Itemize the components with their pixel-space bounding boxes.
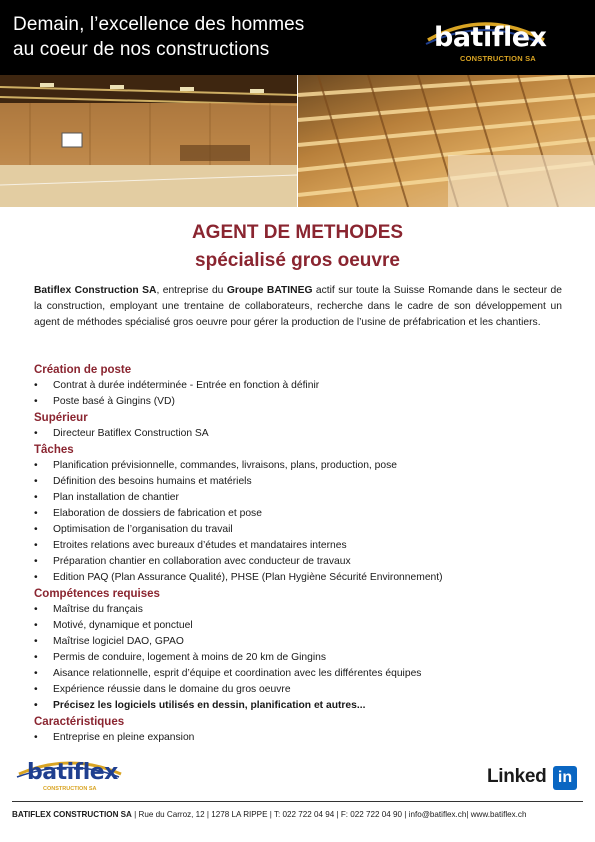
list-item-text: Directeur Batiflex Construction SA	[53, 428, 209, 439]
gymnasium-image-icon	[0, 75, 297, 207]
job-title: AGENT DE METHODES	[191, 222, 404, 243]
list-item	[34, 618, 564, 634]
list-item-text: Maîtrise du français	[53, 604, 143, 615]
section-title: Création de poste	[34, 364, 132, 376]
list-item	[34, 394, 564, 410]
timber-roof-photo	[298, 75, 595, 207]
list-item	[34, 378, 564, 394]
bullet-icon: •	[34, 556, 38, 567]
bullet-icon: •	[34, 620, 38, 631]
list-item-text: Poste basé à Gingins (VD)	[53, 396, 175, 407]
list-item-text: Plan installation de chantier	[53, 492, 179, 503]
list-item	[34, 602, 564, 618]
bullet-icon: •	[34, 492, 38, 503]
job-details	[34, 362, 564, 746]
list-item	[34, 506, 564, 522]
linkedin-wordmark: Linked	[487, 766, 547, 787]
footer-details: | Rue du Carroz, 12 | 1278 LA RIPPE | T: 022 722 04 94 | F: 022 722 04 90 | info@batiflex.ch| www.batiflex.ch	[131, 810, 527, 819]
section-title: Compétences requises	[34, 588, 160, 600]
list-item	[34, 458, 564, 474]
list-item	[34, 538, 564, 554]
list-item	[34, 634, 564, 650]
list-item-text: Planification prévisionnelle, commandes, livraisons, plans, production, pose	[53, 460, 397, 471]
intro-paragraph	[34, 283, 562, 331]
bullet-icon: •	[34, 700, 38, 711]
section-title: Supérieur	[34, 412, 88, 424]
list-item	[34, 730, 564, 746]
list-item-text: Permis de conduire, logement à moins de 20 km de Gingins	[53, 652, 327, 663]
list-item-text: Aisance relationnelle, esprit d’équipe et coordination avec les différentes équipes	[53, 668, 422, 679]
header-tagline-line1: Demain, l’excellence des hommes	[13, 14, 305, 35]
list-item	[34, 474, 564, 490]
bullet-icon: •	[34, 652, 38, 663]
list-item	[34, 570, 564, 586]
header-tagline	[13, 12, 304, 62]
header-photos	[0, 75, 595, 207]
list-item-text: Précisez les logiciels utilisés en dessin, planification et autres...	[53, 700, 366, 711]
bullet-icon: •	[34, 508, 38, 519]
bullet-icon: •	[34, 380, 38, 391]
list-item-text: Contrat à durée indéterminée - Entrée en fonction à définir	[53, 380, 320, 391]
bottom-logo-subtitle: CONSTRUCTION SA	[43, 786, 97, 792]
batiflex-logo	[420, 14, 550, 66]
list-item-text: Edition PAQ (Plan Assurance Qualité), PHSE (Plan Hygiène Sécurité Environnement)	[53, 572, 443, 583]
header-tagline-line2: au coeur de nos constructions	[13, 39, 270, 60]
job-subtitle: spécialisé gros oeuvre	[195, 250, 400, 271]
list-item	[34, 554, 564, 570]
bullet-icon: •	[34, 460, 38, 471]
section-title: Caractéristiques	[34, 716, 125, 728]
section-title: Tâches	[34, 444, 74, 456]
footer-company: BATIFLEX CONSTRUCTION SA	[12, 810, 132, 819]
gymnasium-photo	[0, 75, 297, 207]
bullet-icon: •	[34, 668, 38, 679]
list-item-text: Optimisation de l’organisation du travail	[53, 524, 233, 535]
bullet-icon: •	[34, 476, 38, 487]
list-item-text: Etroites relations avec bureaux d’études et mandataires internes	[53, 540, 347, 551]
timber-roof-image-icon	[298, 75, 595, 207]
list-item-text: Maîtrise logiciel DAO, GPAO	[53, 636, 184, 647]
intro-part2: actif sur toute la Suisse Romande dans le secteur de la construction, employant une trentaine de collaborateurs, recherche dans le cadre de son développement un agent de méthodes spécialisé gros oeuvre pour gérer la production de l’usine de préfabrication et les chantiers.	[34, 285, 563, 328]
intro-group: Groupe BATINEG	[226, 285, 313, 296]
list-item	[34, 490, 564, 506]
bullet-icon: •	[34, 732, 38, 743]
list-item	[34, 698, 564, 714]
logo-wordmark: batiflex	[434, 22, 547, 53]
list-item	[34, 650, 564, 666]
intro-company: Batiflex Construction SA	[34, 285, 157, 296]
bullet-icon: •	[34, 684, 38, 695]
linkedin-icon: in	[553, 766, 577, 790]
list-item	[34, 426, 564, 442]
bullet-icon: •	[34, 572, 38, 583]
list-item	[34, 666, 564, 682]
bullet-icon: •	[34, 604, 38, 615]
list-item-text: Motivé, dynamique et ponctuel	[53, 620, 193, 631]
page-header	[0, 0, 595, 75]
list-item-text: Expérience réussie dans le domaine du gros oeuvre	[53, 684, 291, 695]
batiflex-logo-bottom	[15, 758, 125, 798]
bullet-icon: •	[34, 540, 38, 551]
bullet-icon: •	[34, 524, 38, 535]
logo-subtitle: CONSTRUCTION SA	[460, 54, 536, 63]
bullet-icon: •	[34, 636, 38, 647]
list-item-text: Elaboration de dossiers de fabrication et pose	[53, 508, 262, 519]
bullet-icon: •	[34, 396, 38, 407]
list-item	[34, 682, 564, 698]
list-item-text: Préparation chantier en collaboration avec conducteur de travaux	[53, 556, 351, 567]
bottom-logo-wordmark: batiflex	[27, 760, 118, 785]
list-item	[34, 522, 564, 538]
footer-contact	[12, 810, 587, 819]
intro-part1: , entreprise du	[156, 285, 227, 296]
footer-divider	[12, 801, 583, 802]
bullet-icon: •	[34, 428, 38, 439]
list-item-text: Définition des besoins humains et matériels	[53, 476, 252, 487]
list-item-text: Entreprise en pleine expansion	[53, 732, 195, 743]
